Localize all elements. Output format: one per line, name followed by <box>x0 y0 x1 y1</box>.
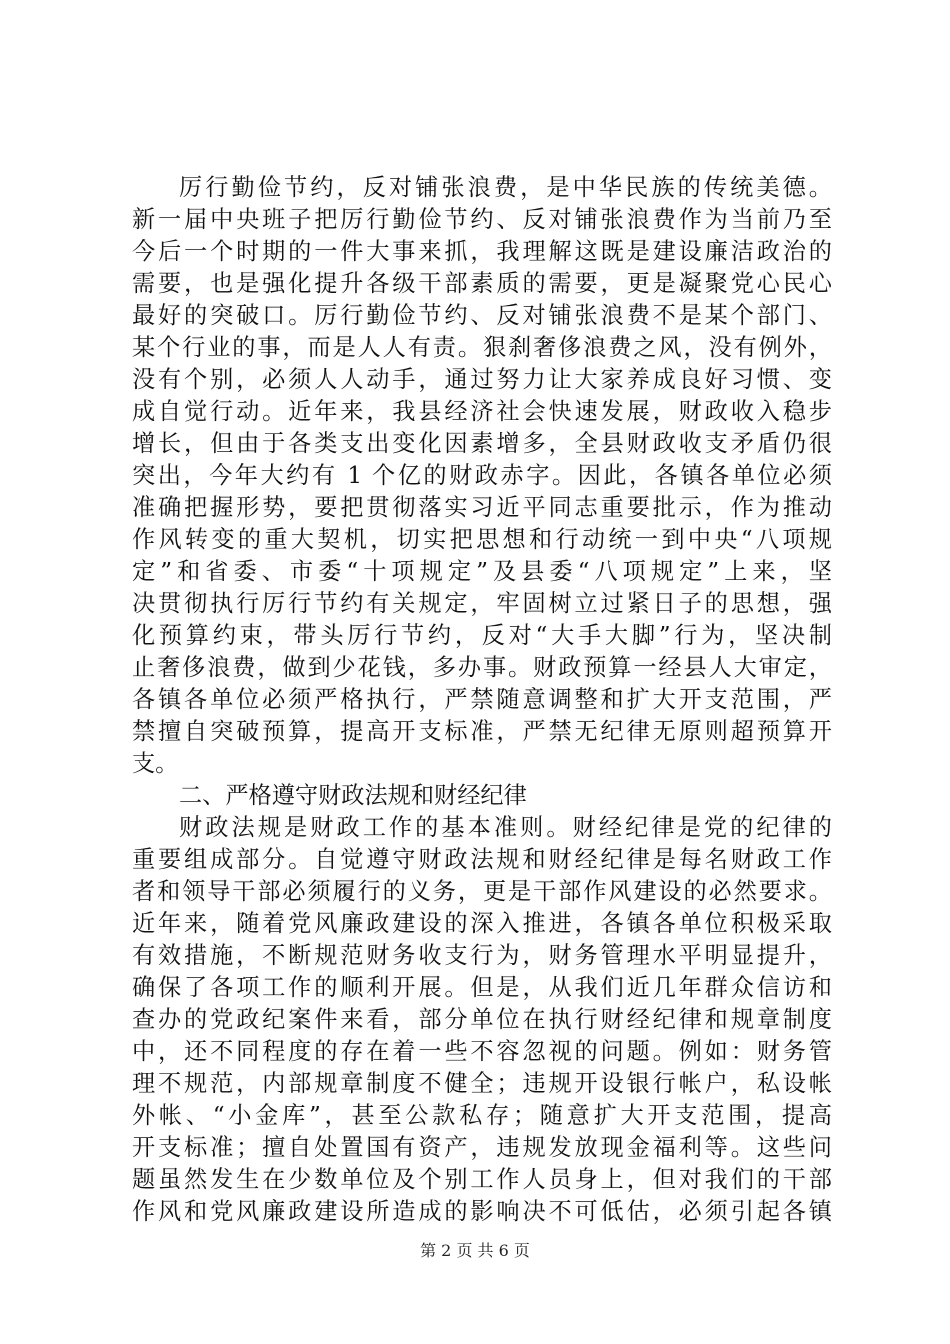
paragraph-line: 突出，今年大约有 1 个亿的财政赤字。因此，各镇各单位必须 <box>132 462 832 489</box>
paragraph-line: 新一届中央班子把厉行勤俭节约、反对铺张浪费作为当前乃至 <box>132 206 832 233</box>
paragraph-line: 题虽然发生在少数单位及个别工作人员身上，但对我们的干部 <box>132 1166 832 1193</box>
section-heading: 二、严格遵守财政法规和财经纪律 <box>179 782 527 809</box>
paragraph-line: 增长，但由于各类支出变化因素增多，全县财政收支矛盾仍很 <box>132 430 832 457</box>
paragraph-line: 厉行勤俭节约，反对铺张浪费，是中华民族的传统美德。 <box>179 174 832 201</box>
paragraph-line: 近年来，随着党风廉政建设的深入推进，各镇各单位积极采取 <box>132 910 832 937</box>
paragraph-line: 中，还不同程度的存在着一些不容忽视的问题。例如：财务管 <box>132 1038 832 1065</box>
page-number-footer: 第 2 页 共 6 页 <box>420 1241 530 1260</box>
paragraph-line: 止奢侈浪费，做到少花钱，多办事。财政预算一经县人大审定， <box>132 654 832 681</box>
paragraph-line: 重要组成部分。自觉遵守财政法规和财经纪律是每名财政工作 <box>132 846 832 873</box>
paragraph-line: 支。 <box>132 750 179 777</box>
paragraph-line: 今后一个时期的一件大事来抓，我理解这既是建设廉洁政治的 <box>132 238 832 265</box>
paragraph-line: 成自觉行动。近年来，我县经济社会快速发展，财政收入稳步 <box>132 398 832 425</box>
document-body <box>132 172 832 1228</box>
paragraph-line: 最好的突破口。厉行勤俭节约、反对铺张浪费不是某个部门、 <box>132 302 832 329</box>
paragraph-line: 外帐、“小金库”，甚至公款私存；随意扩大开支范围，提高 <box>132 1102 832 1129</box>
paragraph-line: 化预算约束，带头厉行节约，反对“大手大脚”行为，坚决制 <box>132 622 832 649</box>
paragraph-line: 各镇各单位必须严格执行，严禁随意调整和扩大开支范围，严 <box>132 686 832 713</box>
paragraph-line: 决贯彻执行厉行节约有关规定，牢固树立过紧日子的思想，强 <box>132 590 832 617</box>
paragraph-line: 需要，也是强化提升各级干部素质的需要，更是凝聚党心民心 <box>132 270 832 297</box>
paragraph-line: 禁擅自突破预算，提高开支标准，严禁无纪律无原则超预算开 <box>132 718 832 745</box>
paragraph-line: 理不规范，内部规章制度不健全；违规开设银行帐户，私设帐 <box>132 1070 832 1097</box>
paragraph-line: 作风和党风廉政建设所造成的影响决不可低估，必须引起各镇 <box>132 1198 832 1225</box>
paragraph-line: 财政法规是财政工作的基本准则。财经纪律是党的纪律的 <box>179 814 832 841</box>
paragraph-line: 某个行业的事，而是人人有责。狠刹奢侈浪费之风，没有例外， <box>132 334 832 361</box>
paragraph-line: 作风转变的重大契机，切实把思想和行动统一到中央“八项规 <box>132 526 832 553</box>
paragraph-line: 者和领导干部必须履行的义务，更是干部作风建设的必然要求。 <box>132 878 832 905</box>
paragraph-line: 定”和省委、市委“十项规定”及县委“八项规定”上来，坚 <box>132 558 832 585</box>
paragraph-line: 开支标准；擅自处置国有资产，违规发放现金福利等。这些问 <box>132 1134 832 1161</box>
paragraph-line: 查办的党政纪案件来看，部分单位在执行财经纪律和规章制度 <box>132 1006 832 1033</box>
paragraph-line: 有效措施，不断规范财务收支行为，财务管理水平明显提升， <box>132 942 832 969</box>
paragraph-line: 没有个别，必须人人动手，通过努力让大家养成良好习惯、变 <box>132 366 832 393</box>
paragraph-line: 准确把握形势，要把贯彻落实习近平同志重要批示，作为推动 <box>132 494 832 521</box>
paragraph-line: 确保了各项工作的顺利开展。但是，从我们近几年群众信访和 <box>132 974 832 1001</box>
